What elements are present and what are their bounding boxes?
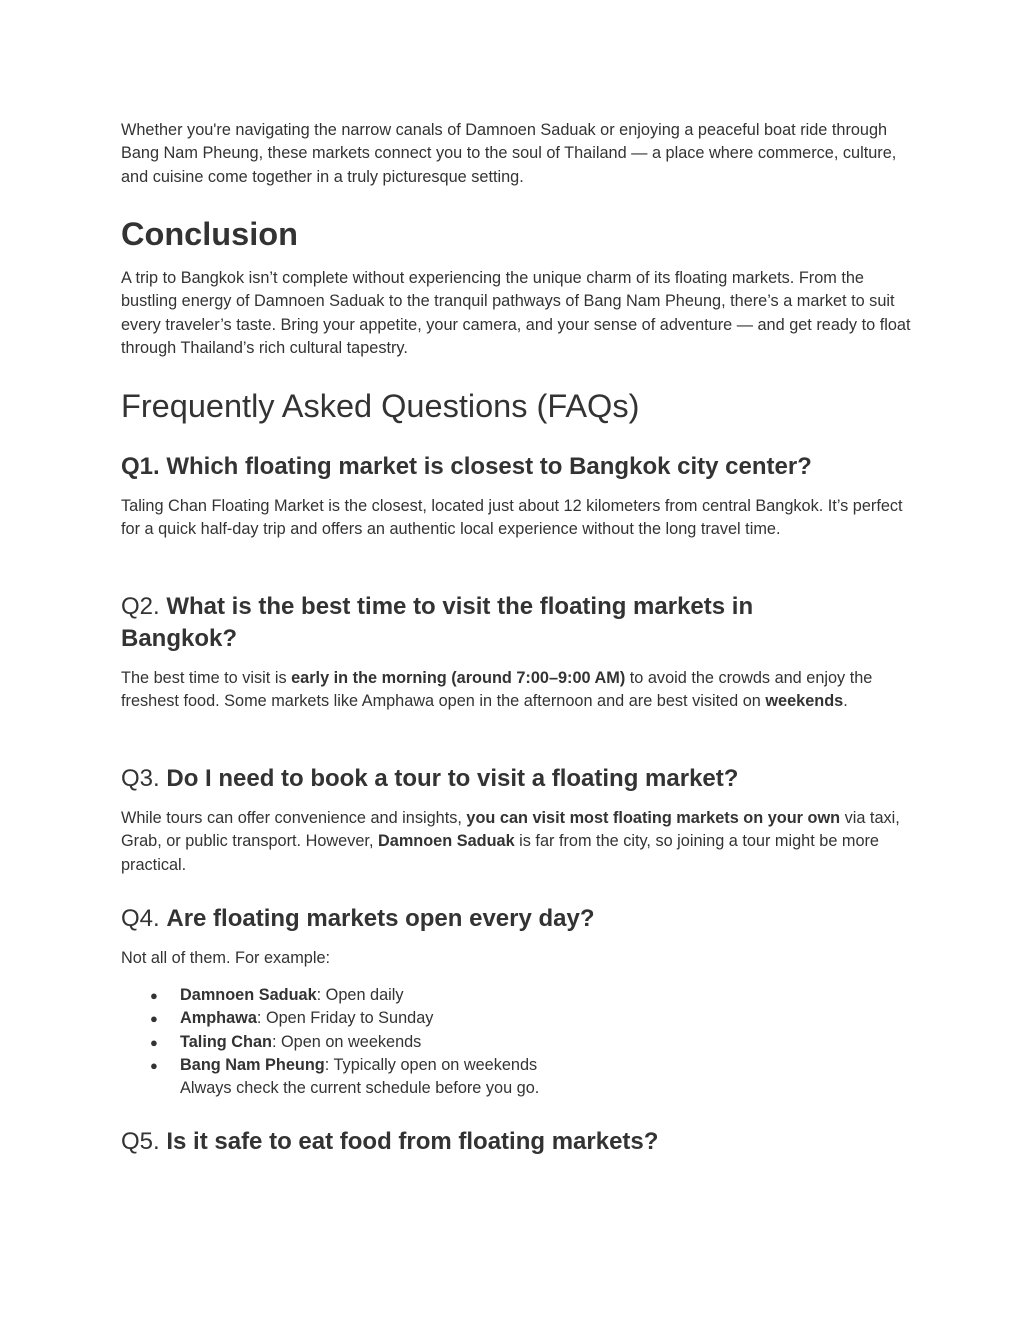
question-prefix: Q3.	[121, 765, 167, 792]
question-text: What is the best time to visit the floating markets in Bangkok?	[121, 593, 754, 652]
answer-text: While tours can offer convenience and insights,	[121, 809, 467, 827]
question-text: Do I need to book a tour to visit a floating market?	[166, 765, 739, 792]
faq-answer-1: Taling Chan Floating Market is the closest, located just about 12 kilometers from central Bangkok. It’s perfect for a quick half-day trip and offers an authentic local experience without the long travel time.	[121, 497, 903, 539]
bullet-icon: ●	[150, 1034, 158, 1050]
answer-emphasis: Damnoen Saduak	[378, 832, 515, 851]
market-name: Damnoen Saduak	[180, 986, 317, 1004]
market-schedule: : Typically open on weekends	[324, 1055, 538, 1074]
conclusion-heading: Conclusion	[121, 216, 298, 252]
faq-question-1: Q1. Which floating market is closest to Bangkok city center?	[121, 453, 812, 480]
faq-question-5	[121, 1126, 658, 1158]
list-item	[121, 1054, 539, 1101]
answer-text: The best time to visit is	[121, 669, 292, 687]
intro-paragraph: Whether you're navigating the narrow canals of Damnoen Saduak or enjoying a peaceful boat ride through Bang Nam Pheung, these markets connect you to the soul of Thailand — a place where commerce, culture, and cuisine come together in a truly picturesque setting.	[121, 121, 897, 186]
bullet-icon: ●	[150, 988, 158, 1003]
market-name: Amphawa	[180, 1009, 257, 1028]
answer-text: is far from the city, so joining a tour might be more practical.	[121, 832, 879, 874]
market-name: Bang Nam Pheung	[180, 1055, 325, 1074]
faq-question-2	[121, 591, 841, 655]
market-schedule: : Open on weekends	[271, 1032, 422, 1051]
faq-answer-2	[121, 667, 911, 714]
question-prefix: Q4.	[121, 905, 167, 932]
question-text: Is it safe to eat food from floating markets?	[166, 1128, 659, 1155]
faq-question-3	[121, 763, 738, 795]
market-schedule: : Open Friday to Sunday	[256, 1009, 434, 1028]
closing-note: Always check the current schedule before you go.	[180, 1079, 540, 1098]
question-prefix: Q2.	[121, 593, 167, 620]
answer-emphasis: weekends	[765, 692, 844, 711]
conclusion-paragraph: A trip to Bangkok isn’t complete without experiencing the unique charm of its floating markets. From the bustling energy of Damnoen Saduak to the tranquil pathways of Bang Nam Pheung, there’s a market to suit every traveler’s taste. Bring your appetite, your camera, and your sense of adventure — and get ready to float through Thailand’s rich cultural tapestry.	[121, 269, 911, 357]
list-item	[121, 1031, 539, 1054]
list-item	[121, 1007, 539, 1030]
answer-emphasis: you can visit most floating markets on your own	[466, 809, 841, 827]
faq-answer-3	[121, 807, 911, 877]
list-item	[121, 984, 539, 1007]
answer-text: to avoid the crowds and enjoy the freshest food. Some markets like Amphawa open in the afternoon and are best visited on	[121, 669, 873, 711]
answer-text: .	[843, 692, 848, 711]
market-schedule-list	[121, 984, 539, 1100]
faq-question-4	[121, 903, 595, 935]
faq-answer-4-intro: Not all of them. For example:	[121, 949, 331, 967]
market-schedule: : Open daily	[316, 986, 404, 1004]
answer-text: via taxi, Grab, or public transport. However,	[121, 809, 900, 851]
bullet-icon: ●	[150, 1057, 158, 1073]
question-prefix: Q5.	[121, 1128, 167, 1155]
market-name: Taling Chan	[180, 1032, 272, 1051]
answer-emphasis: early in the morning (around 7:00–9:00 AM)	[291, 669, 626, 687]
bullet-icon: ●	[150, 1011, 158, 1027]
faq-heading: Frequently Asked Questions (FAQs)	[121, 388, 640, 424]
question-text: Are floating markets open every day?	[166, 905, 595, 932]
